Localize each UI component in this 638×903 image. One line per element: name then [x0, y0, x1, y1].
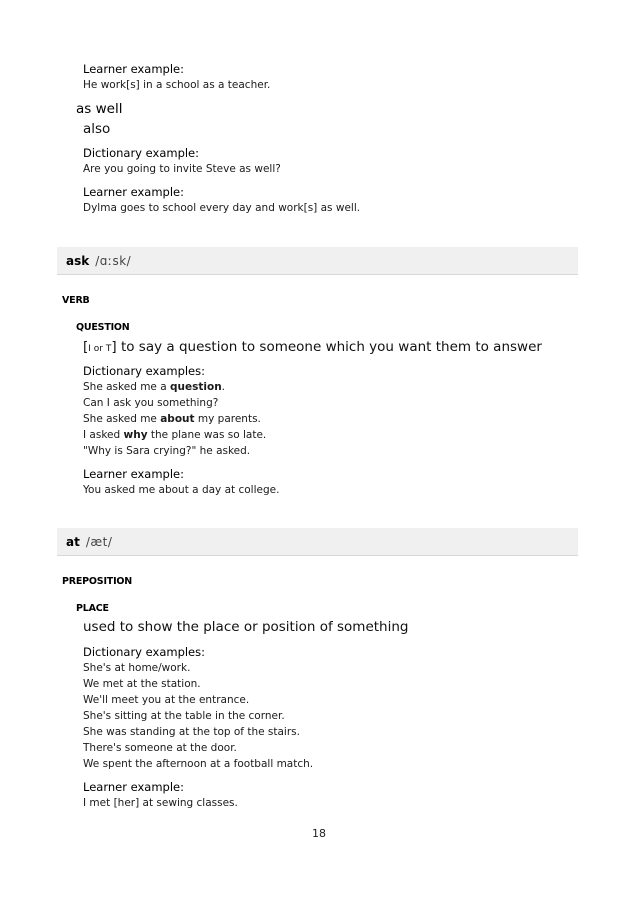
learner-example: You asked me about a day at college.: [83, 484, 280, 496]
learner-example-label: Learner example:: [83, 780, 184, 794]
dictionary-example-label: Dictionary example:: [83, 146, 200, 160]
page-number: 18: [312, 827, 326, 840]
list-item: We'll meet you at the entrance.: [83, 694, 250, 706]
entry-header-ask: [57, 247, 578, 275]
list-item: Can I ask you something?: [83, 397, 219, 409]
headword: ask /ɑːsk/: [66, 254, 132, 268]
dictionary-examples-label: Dictionary examples:: [83, 364, 206, 378]
dictionary-examples: [83, 660, 313, 772]
pronunciation: /æt/: [85, 535, 113, 549]
phrase-definition: also: [83, 121, 111, 137]
learner-example: Dylma goes to school every day and work[s] as well.: [83, 202, 361, 214]
dictionary-examples-label: Dictionary examples:: [83, 645, 206, 659]
sense-heading: QUESTION: [76, 322, 130, 333]
list-item: I asked why the plane was so late.: [83, 429, 267, 441]
list-item: She's at home/work.: [83, 662, 191, 674]
list-item: She asked me about my parents.: [83, 413, 261, 425]
list-item: We met at the station.: [83, 678, 201, 690]
learner-example-label: Learner example:: [83, 185, 184, 199]
headword: at /æt/: [66, 535, 113, 549]
sense-heading: PLACE: [76, 603, 109, 614]
list-item: She asked me a question.: [83, 381, 226, 393]
list-item: She's sitting at the table in the corner.: [83, 710, 285, 722]
dictionary-example: Are you going to invite Steve as well?: [83, 163, 281, 175]
learner-example-label: Learner example:: [83, 467, 184, 481]
learner-example: I met [her] at sewing classes.: [83, 797, 238, 809]
part-of-speech: PREPOSITION: [62, 576, 133, 587]
list-item: There's someone at the door.: [83, 742, 237, 754]
list-item: We spent the afternoon at a football match.: [83, 758, 314, 770]
learner-example: He work[s] in a school as a teacher.: [83, 79, 271, 91]
phrase-heading: as well: [76, 101, 123, 117]
entry-header-at: [57, 528, 578, 556]
list-item: She was standing at the top of the stairs.: [83, 726, 300, 738]
definition: [I or T] to say a question to someone which you want them to answer: [83, 339, 542, 355]
definition: used to show the place or position of something: [83, 619, 409, 635]
learner-example-label: Learner example:: [83, 62, 184, 76]
list-item: "Why is Sara crying?" he asked.: [83, 445, 251, 457]
dictionary-examples: [83, 379, 266, 459]
pronunciation: /ɑːsk/: [95, 254, 132, 268]
part-of-speech: VERB: [62, 295, 90, 306]
grammar-code: [I or T]: [83, 339, 117, 355]
